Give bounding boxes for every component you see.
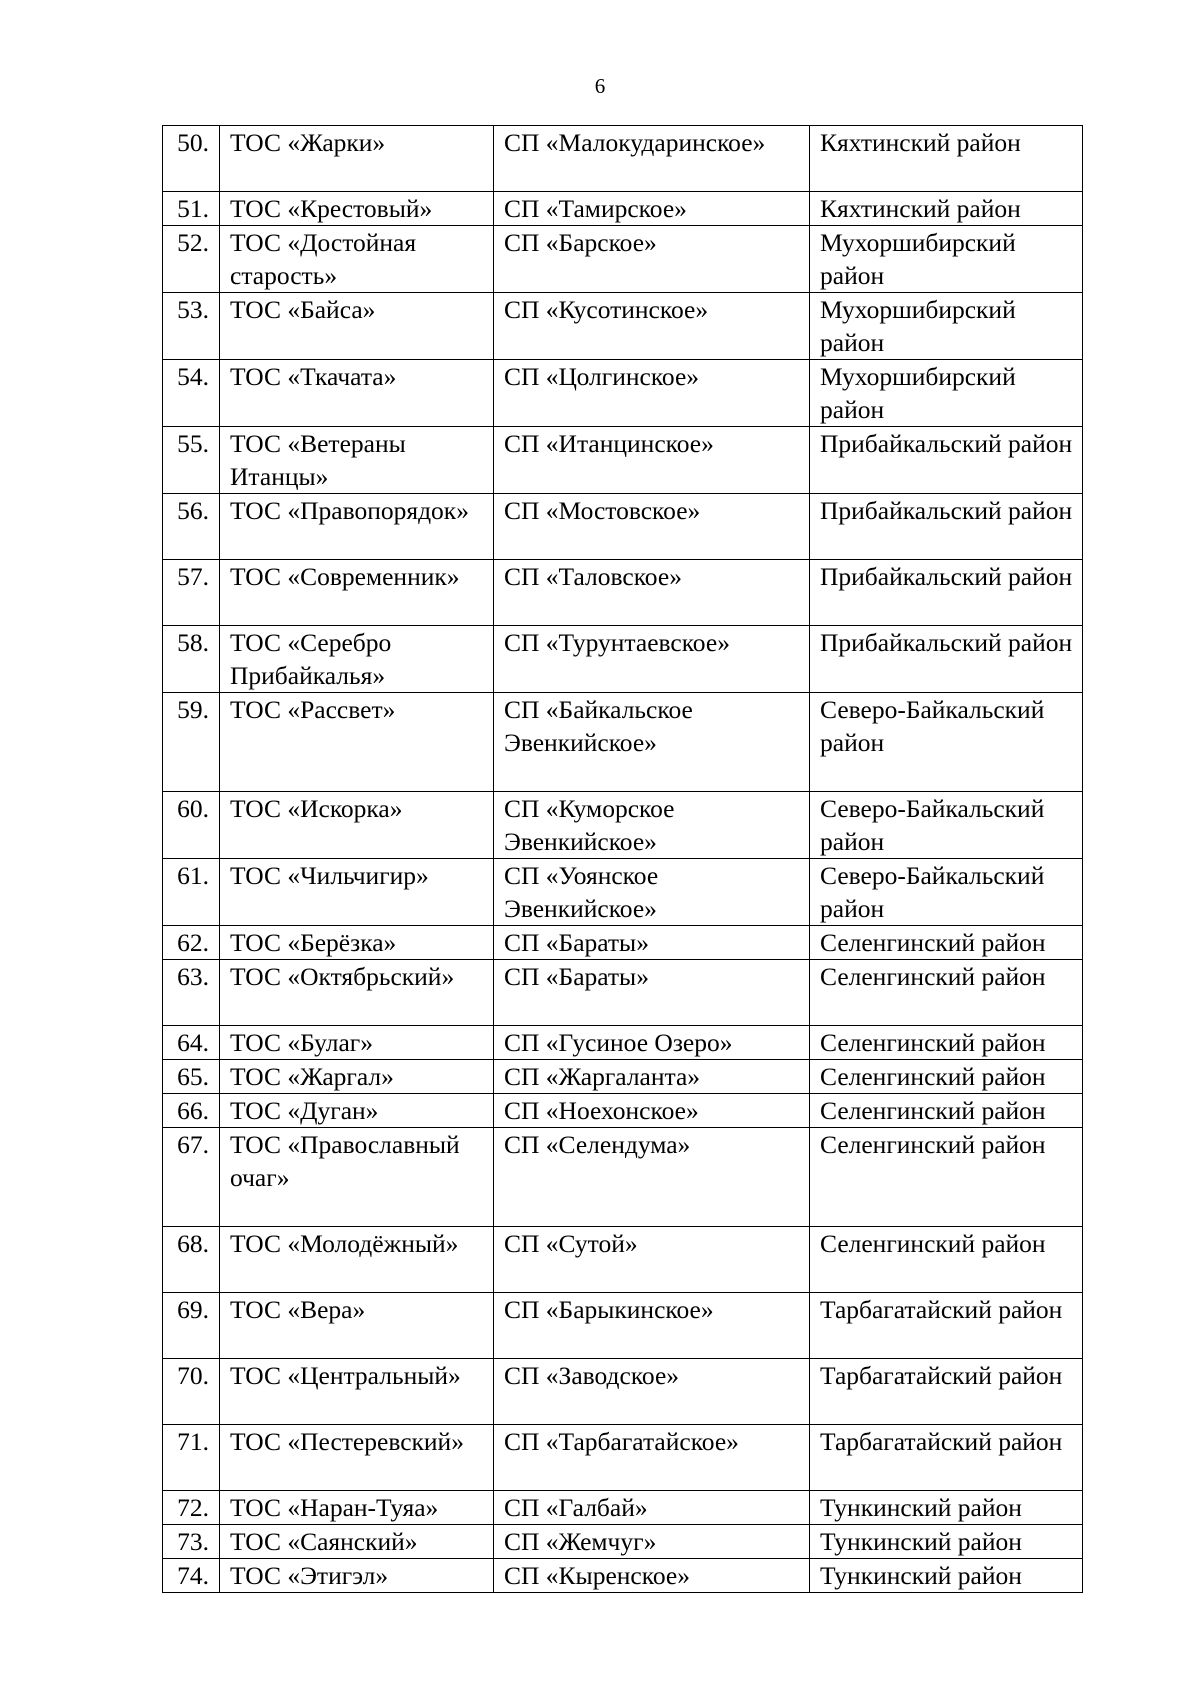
tos-name: ТОС «Православный очаг» xyxy=(220,1128,494,1227)
tos-registry-table xyxy=(162,125,1083,1593)
row-number: 58. xyxy=(163,626,220,693)
table-row xyxy=(163,293,1083,360)
settlement-name: СП «Сутой» xyxy=(494,1227,810,1293)
district-name: Тункинский район xyxy=(810,1559,1083,1593)
table-row xyxy=(163,1525,1083,1559)
district-name: Селенгинский район xyxy=(810,1227,1083,1293)
row-number: 60. xyxy=(163,792,220,859)
row-number: 72. xyxy=(163,1491,220,1525)
row-number: 68. xyxy=(163,1227,220,1293)
settlement-name: СП «Заводское» xyxy=(494,1359,810,1425)
table-row xyxy=(163,1026,1083,1060)
tos-name: ТОС «Дуган» xyxy=(220,1094,494,1128)
table-row xyxy=(163,560,1083,626)
row-number: 66. xyxy=(163,1094,220,1128)
page-number: 6 xyxy=(594,74,606,98)
tos-name: ТОС «Этигэл» xyxy=(220,1559,494,1593)
table-row xyxy=(163,494,1083,560)
district-name: Селенгинский район xyxy=(810,1026,1083,1060)
district-name: Тункинский район xyxy=(810,1525,1083,1559)
settlement-name: СП «Уоянское Эвенкийское» xyxy=(494,859,810,926)
tos-name: ТОС «Булаг» xyxy=(220,1026,494,1060)
district-name: Мухоршибирский район xyxy=(810,226,1083,293)
district-name: Селенгинский район xyxy=(810,1060,1083,1094)
tos-name: ТОС «Центральный» xyxy=(220,1359,494,1425)
tos-name: ТОС «Ветераны Итанцы» xyxy=(220,427,494,494)
row-number: 67. xyxy=(163,1128,220,1227)
settlement-name: СП «Турунтаевское» xyxy=(494,626,810,693)
settlement-name: СП «Куморское Эвенкийское» xyxy=(494,792,810,859)
district-name: Тарбагатайский район xyxy=(810,1425,1083,1491)
table-row xyxy=(163,626,1083,693)
tos-name: ТОС «Ткачата» xyxy=(220,360,494,427)
tos-name: ТОС «Жаргал» xyxy=(220,1060,494,1094)
table-row xyxy=(163,427,1083,494)
settlement-name: СП «Малокударинское» xyxy=(494,126,810,192)
district-name: Тарбагатайский район xyxy=(810,1359,1083,1425)
row-number: 65. xyxy=(163,1060,220,1094)
settlement-name: СП «Барыкинское» xyxy=(494,1293,810,1359)
table-row xyxy=(163,360,1083,427)
row-number: 52. xyxy=(163,226,220,293)
table-row xyxy=(163,192,1083,226)
tos-name: ТОС «Крестовый» xyxy=(220,192,494,226)
table-row xyxy=(163,926,1083,960)
tos-name: ТОС «Байса» xyxy=(220,293,494,360)
tos-name: ТОС «Саянский» xyxy=(220,1525,494,1559)
settlement-name: СП «Байкальское Эвенкийское» xyxy=(494,693,810,792)
settlement-name: СП «Тамирское» xyxy=(494,192,810,226)
district-name: Северо-Байкальский район xyxy=(810,792,1083,859)
table-row xyxy=(163,1060,1083,1094)
settlement-name: СП «Мостовское» xyxy=(494,494,810,560)
table-row xyxy=(163,1227,1083,1293)
settlement-name: СП «Селендума» xyxy=(494,1128,810,1227)
table-row xyxy=(163,1094,1083,1128)
settlement-name: СП «Таловское» xyxy=(494,560,810,626)
settlement-name: СП «Кыренское» xyxy=(494,1559,810,1593)
tos-name: ТОС «Наран-Туяа» xyxy=(220,1491,494,1525)
tos-name: ТОС «Вера» xyxy=(220,1293,494,1359)
district-name: Селенгинский район xyxy=(810,960,1083,1026)
district-name: Северо-Байкальский район xyxy=(810,693,1083,792)
row-number: 55. xyxy=(163,427,220,494)
row-number: 73. xyxy=(163,1525,220,1559)
settlement-name: СП «Гусиное Озеро» xyxy=(494,1026,810,1060)
settlement-name: СП «Барское» xyxy=(494,226,810,293)
table-row xyxy=(163,1293,1083,1359)
row-number: 56. xyxy=(163,494,220,560)
table-row xyxy=(163,1359,1083,1425)
row-number: 69. xyxy=(163,1293,220,1359)
table-row xyxy=(163,1559,1083,1593)
tos-name: ТОС «Правопорядок» xyxy=(220,494,494,560)
tos-name: ТОС «Берёзка» xyxy=(220,926,494,960)
row-number: 62. xyxy=(163,926,220,960)
row-number: 74. xyxy=(163,1559,220,1593)
row-number: 57. xyxy=(163,560,220,626)
district-name: Прибайкальский район xyxy=(810,427,1083,494)
tos-name: ТОС «Рассвет» xyxy=(220,693,494,792)
settlement-name: СП «Тарбагатайское» xyxy=(494,1425,810,1491)
district-name: Селенгинский район xyxy=(810,926,1083,960)
tos-name: ТОС «Искорка» xyxy=(220,792,494,859)
settlement-name: СП «Жаргаланта» xyxy=(494,1060,810,1094)
tos-name: ТОС «Серебро Прибайкалья» xyxy=(220,626,494,693)
district-name: Тункинский район xyxy=(810,1491,1083,1525)
settlement-name: СП «Бараты» xyxy=(494,960,810,1026)
table-row xyxy=(163,126,1083,192)
table-row xyxy=(163,1491,1083,1525)
tos-name: ТОС «Чильчигир» xyxy=(220,859,494,926)
table-row xyxy=(163,226,1083,293)
table-row xyxy=(163,1128,1083,1227)
row-number: 63. xyxy=(163,960,220,1026)
row-number: 59. xyxy=(163,693,220,792)
row-number: 54. xyxy=(163,360,220,427)
tos-name: ТОС «Достойная старость» xyxy=(220,226,494,293)
table-row xyxy=(163,1425,1083,1491)
table-body xyxy=(163,126,1083,1593)
district-name: Мухоршибирский район xyxy=(810,360,1083,427)
row-number: 61. xyxy=(163,859,220,926)
settlement-name: СП «Бараты» xyxy=(494,926,810,960)
district-name: Прибайкальский район xyxy=(810,560,1083,626)
row-number: 53. xyxy=(163,293,220,360)
district-name: Прибайкальский район xyxy=(810,626,1083,693)
row-number: 51. xyxy=(163,192,220,226)
district-name: Кяхтинский район xyxy=(810,192,1083,226)
district-name: Селенгинский район xyxy=(810,1094,1083,1128)
tos-name: ТОС «Молодёжный» xyxy=(220,1227,494,1293)
settlement-name: СП «Ноехонское» xyxy=(494,1094,810,1128)
row-number: 71. xyxy=(163,1425,220,1491)
district-name: Прибайкальский район xyxy=(810,494,1083,560)
settlement-name: СП «Жемчуг» xyxy=(494,1525,810,1559)
table-row xyxy=(163,859,1083,926)
table-row xyxy=(163,792,1083,859)
table-row xyxy=(163,960,1083,1026)
settlement-name: СП «Кусотинское» xyxy=(494,293,810,360)
district-name: Селенгинский район xyxy=(810,1128,1083,1227)
settlement-name: СП «Галбай» xyxy=(494,1491,810,1525)
district-name: Северо-Байкальский район xyxy=(810,859,1083,926)
table-row xyxy=(163,693,1083,792)
row-number: 64. xyxy=(163,1026,220,1060)
settlement-name: СП «Итанцинское» xyxy=(494,427,810,494)
row-number: 50. xyxy=(163,126,220,192)
tos-name: ТОС «Пестеревский» xyxy=(220,1425,494,1491)
district-name: Мухоршибирский район xyxy=(810,293,1083,360)
district-name: Кяхтинский район xyxy=(810,126,1083,192)
tos-name: ТОС «Современник» xyxy=(220,560,494,626)
district-name: Тарбагатайский район xyxy=(810,1293,1083,1359)
tos-name: ТОС «Жарки» xyxy=(220,126,494,192)
settlement-name: СП «Цолгинское» xyxy=(494,360,810,427)
row-number: 70. xyxy=(163,1359,220,1425)
tos-name: ТОС «Октябрьский» xyxy=(220,960,494,1026)
